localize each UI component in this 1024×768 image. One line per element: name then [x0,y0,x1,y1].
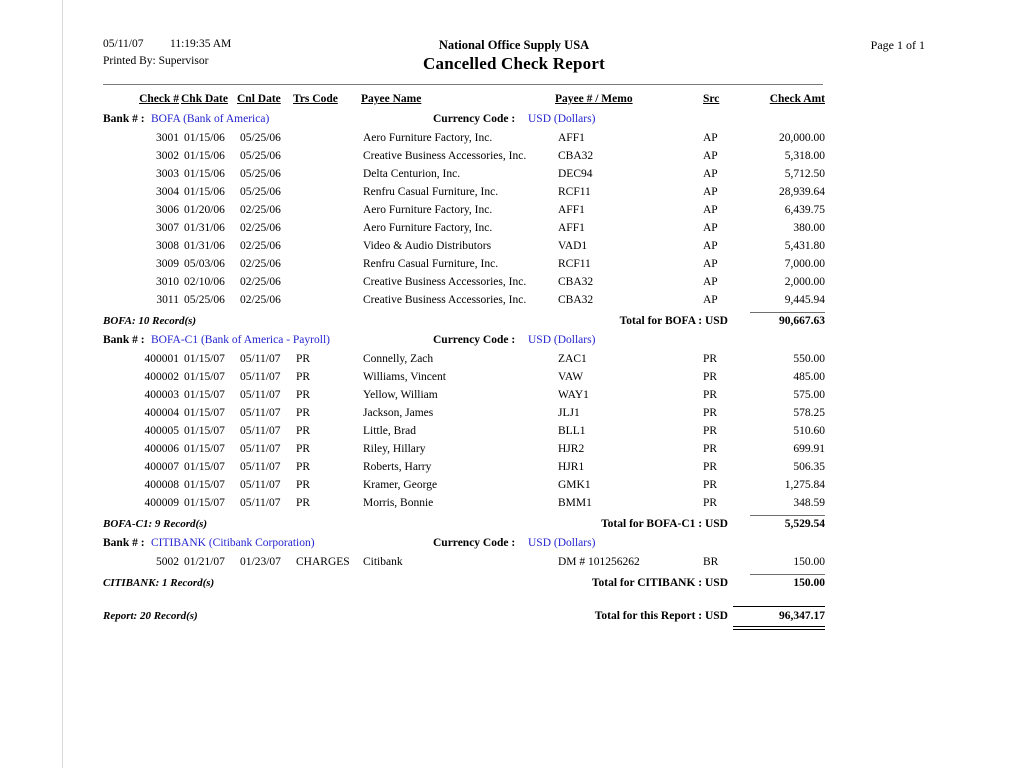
cell-src: PR [703,497,718,509]
cell-payee-memo: GMK1 [558,479,591,491]
cell-src: AP [703,240,718,252]
cell-src: AP [703,150,718,162]
cell-check-amt: 7,000.00 [784,258,825,270]
cell-payee-name: Connelly, Zach [363,353,434,365]
cell-payee-name: Williams, Vincent [363,371,446,383]
cell-cnl-date: 05/11/07 [240,407,281,419]
subtotal-rule [750,574,825,575]
cell-chk-date: 01/15/07 [184,371,225,383]
cell-check-no: 3010 [156,276,179,288]
print-time: 11:19:35 AM [170,38,232,50]
cell-cnl-date: 05/25/06 [240,150,281,162]
subtotal-rule [750,515,825,516]
table-row[interactable] [103,294,925,312]
cell-src: AP [703,204,718,216]
table-row[interactable] [103,407,925,425]
cell-trs-code: PR [296,371,311,383]
cell-payee-memo: CBA32 [558,276,594,288]
cell-check-no: 5002 [156,556,179,568]
currency-code-value[interactable]: USD (Dollars) [528,537,596,549]
cell-cnl-date: 05/11/07 [240,353,281,365]
cell-check-amt: 6,439.75 [784,204,825,216]
grand-total-rule-top [733,606,825,607]
cell-payee-name: Citibank [363,556,403,568]
cell-check-amt: 28,939.64 [779,186,825,198]
bank-total-amount: 90,667.63 [779,315,825,327]
cell-chk-date: 01/31/06 [184,222,225,234]
table-row[interactable] [103,556,925,574]
bank-record-count: BOFA: 10 Record(s) [103,315,197,327]
bank-no-label: Bank # : [103,334,145,346]
cell-src: AP [703,132,718,144]
grand-total-rule-bottom [733,626,825,630]
column-header-payee-memo: Payee # / Memo [555,93,633,105]
cell-src: BR [703,556,719,568]
table-row[interactable] [103,240,925,258]
bank-no-label: Bank # : [103,537,145,549]
table-row[interactable] [103,461,925,479]
cell-cnl-date: 02/25/06 [240,258,281,270]
report-total-amount: 96,347.17 [779,610,825,622]
cell-cnl-date: 05/11/07 [240,389,281,401]
cell-cnl-date: 05/11/07 [240,461,281,473]
cell-check-no: 400002 [144,371,179,383]
cell-src: PR [703,353,718,365]
cell-check-no: 3003 [156,168,179,180]
print-date: 05/11/07 [103,38,144,50]
cell-chk-date: 01/15/06 [184,132,225,144]
cell-cnl-date: 02/25/06 [240,240,281,252]
bank-name-value[interactable]: CITIBANK (Citibank Corporation) [151,537,315,549]
cell-payee-memo: AFF1 [558,204,585,216]
bank-sections [103,113,925,596]
bank-total-amount: 5,529.54 [784,518,825,530]
page-number: Page 1 of 1 [870,38,925,52]
cell-trs-code: PR [296,497,311,509]
cell-payee-memo: JLJ1 [558,407,580,419]
bank-name-value[interactable]: BOFA (Bank of America) [151,113,270,125]
cell-check-amt: 5,712.50 [784,168,825,180]
cell-payee-memo: HJR2 [558,443,585,455]
bank-header-row [103,537,925,556]
report-total-row [103,607,925,629]
cell-chk-date: 01/15/07 [184,425,225,437]
cell-chk-date: 01/31/06 [184,240,225,252]
cell-check-no: 400004 [144,407,179,419]
cell-src: AP [703,222,718,234]
table-row[interactable] [103,204,925,222]
cell-chk-date: 01/15/06 [184,150,225,162]
currency-code-label: Currency Code : [433,537,516,549]
currency-code-value[interactable]: USD (Dollars) [528,113,596,125]
table-row[interactable] [103,132,925,150]
cell-check-no: 400006 [144,443,179,455]
cell-chk-date: 01/15/07 [184,479,225,491]
report-grid [103,93,925,629]
cell-payee-name: Little, Brad [363,425,417,437]
cell-cnl-date: 05/11/07 [240,371,281,383]
cell-src: AP [703,168,718,180]
cell-check-no: 400007 [144,461,179,473]
cell-check-no: 400009 [144,497,179,509]
bank-name-value[interactable]: BOFA-C1 (Bank of America - Payroll) [151,334,330,346]
cell-cnl-date: 05/25/06 [240,186,281,198]
subtotal-rule [750,312,825,313]
column-header-check-amt: Check Amt [769,93,825,105]
cell-src: AP [703,258,718,270]
cell-chk-date: 01/15/06 [184,168,225,180]
cell-chk-date: 01/15/07 [184,407,225,419]
cell-check-amt: 9,445.94 [784,294,825,306]
cell-check-no: 3011 [156,294,179,306]
cell-check-no: 400008 [144,479,179,491]
cell-chk-date: 02/10/06 [184,276,225,288]
cell-cnl-date: 02/25/06 [240,276,281,288]
cell-check-no: 3009 [156,258,179,270]
cell-payee-memo: VAW [558,371,584,383]
cell-cnl-date: 05/11/07 [240,479,281,491]
table-row[interactable] [103,389,925,407]
cell-payee-name: Renfru Casual Furniture, Inc. [363,258,499,270]
cell-check-amt: 1,275.84 [784,479,825,491]
column-header-src: Src [703,93,720,105]
cell-payee-name: Yellow, William [363,389,438,401]
cell-check-amt: 5,318.00 [784,150,825,162]
cell-check-no: 400005 [144,425,179,437]
cell-cnl-date: 05/11/07 [240,443,281,455]
cell-payee-memo: HJR1 [558,461,585,473]
column-header-payee-name: Payee Name [361,93,422,105]
cell-src: PR [703,407,718,419]
cell-payee-memo: DM # 101256262 [558,556,640,568]
table-row[interactable] [103,479,925,497]
cell-payee-memo: CBA32 [558,294,594,306]
cell-src: PR [703,371,718,383]
report-record-count: Report: 20 Record(s) [103,610,198,622]
cell-trs-code: PR [296,443,311,455]
cell-chk-date: 01/15/07 [184,497,225,509]
bank-total-amount: 150.00 [793,577,825,589]
bank-subtotal-row [103,515,925,537]
cell-trs-code: PR [296,461,311,473]
cell-trs-code: PR [296,479,311,491]
cell-chk-date: 01/15/07 [184,389,225,401]
cell-check-amt: 575.00 [793,389,825,401]
table-row[interactable] [103,150,925,168]
bank-header-row [103,113,925,132]
cell-check-amt: 485.00 [793,371,825,383]
bank-subtotal-row [103,312,925,334]
currency-code-label: Currency Code : [433,334,516,346]
cell-src: PR [703,443,718,455]
cell-check-no: 3004 [156,186,179,198]
report-header [103,38,925,85]
table-row[interactable] [103,168,925,186]
cell-payee-memo: RCF11 [558,186,591,198]
cell-check-no: 3002 [156,150,179,162]
company-name: National Office Supply USA [438,38,590,52]
bank-total-label: Total for BOFA : USD [619,315,728,327]
column-header-check-no: Check # [139,93,179,105]
currency-code-value[interactable]: USD (Dollars) [528,334,596,346]
header-divider [103,84,823,85]
bank-record-count: CITIBANK: 1 Record(s) [103,577,215,589]
cell-check-no: 400001 [144,353,179,365]
cell-cnl-date: 02/25/06 [240,294,281,306]
cell-chk-date: 05/25/06 [184,294,225,306]
cell-payee-memo: DEC94 [558,168,593,180]
cell-chk-date: 01/21/07 [184,556,225,568]
cell-check-amt: 20,000.00 [779,132,825,144]
cell-trs-code: PR [296,353,311,365]
cell-src: PR [703,389,718,401]
cell-check-amt: 2,000.00 [784,276,825,288]
cell-check-amt: 5,431.80 [784,240,825,252]
cell-check-amt: 150.00 [793,556,825,568]
cell-payee-memo: ZAC1 [558,353,587,365]
bank-header-row [103,334,925,353]
cell-src: AP [703,186,718,198]
bank-no-label: Bank # : [103,113,145,125]
cell-payee-name: Video & Audio Distributors [363,240,492,252]
cell-chk-date: 01/15/07 [184,443,225,455]
cell-cnl-date: 05/25/06 [240,168,281,180]
cell-src: AP [703,276,718,288]
cell-chk-date: 01/15/07 [184,353,225,365]
cell-cnl-date: 01/23/07 [240,556,281,568]
cell-payee-name: Roberts, Harry [363,461,432,473]
cell-payee-memo: AFF1 [558,132,585,144]
cell-src: AP [703,294,718,306]
table-row[interactable] [103,497,925,515]
cell-payee-name: Jackson, James [363,407,434,419]
table-row[interactable] [103,353,925,371]
cell-payee-name: Morris, Bonnie [363,497,434,509]
cell-check-no: 3006 [156,204,179,216]
cell-cnl-date: 05/11/07 [240,425,281,437]
cell-check-amt: 380.00 [793,222,825,234]
cell-payee-name: Aero Furniture Factory, Inc. [363,222,493,234]
cell-check-amt: 506.35 [793,461,825,473]
cell-check-amt: 550.00 [793,353,825,365]
cell-check-no: 3007 [156,222,179,234]
column-header-chk-date: Chk Date [181,93,228,105]
cell-payee-name: Creative Business Accessories, Inc. [363,276,527,288]
cell-check-amt: 578.25 [793,407,825,419]
table-row[interactable] [103,425,925,443]
cell-cnl-date: 05/25/06 [240,132,281,144]
printed-by: Printed By: Supervisor [103,55,209,67]
cell-trs-code: PR [296,425,311,437]
cell-payee-name: Aero Furniture Factory, Inc. [363,132,493,144]
page-margin-line [62,0,63,768]
cell-payee-memo: BLL1 [558,425,586,437]
column-header-trs-code: Trs Code [293,93,338,105]
header-line-2 [103,55,925,72]
table-row[interactable] [103,186,925,204]
column-header-row [103,93,925,113]
cell-payee-name: Creative Business Accessories, Inc. [363,294,527,306]
cell-chk-date: 01/15/07 [184,461,225,473]
cell-trs-code: PR [296,407,311,419]
cell-check-amt: 348.59 [793,497,825,509]
currency-code-label: Currency Code : [433,113,516,125]
table-row[interactable] [103,258,925,276]
cell-src: PR [703,479,718,491]
cell-payee-name: Kramer, George [363,479,438,491]
cell-chk-date: 05/03/06 [184,258,225,270]
page-title: Cancelled Check Report [423,54,605,73]
cell-check-amt: 699.91 [793,443,825,455]
cell-payee-memo: BMM1 [558,497,592,509]
cell-payee-name: Delta Centurion, Inc. [363,168,461,180]
bank-total-label: Total for CITIBANK : USD [591,577,728,589]
cell-payee-name: Riley, Hillary [363,443,426,455]
cell-payee-name: Renfru Casual Furniture, Inc. [363,186,499,198]
cell-chk-date: 01/15/06 [184,186,225,198]
report-page [103,38,925,629]
cell-cnl-date: 02/25/06 [240,204,281,216]
column-header-cnl-date: Cnl Date [237,93,281,105]
cell-src: PR [703,425,718,437]
cell-cnl-date: 02/25/06 [240,222,281,234]
table-row[interactable] [103,443,925,461]
cell-src: PR [703,461,718,473]
cell-payee-name: Creative Business Accessories, Inc. [363,150,527,162]
cell-check-no: 3001 [156,132,179,144]
cell-payee-name: Aero Furniture Factory, Inc. [363,204,493,216]
table-row[interactable] [103,371,925,389]
cell-payee-memo: WAY1 [558,389,589,401]
cell-cnl-date: 05/11/07 [240,497,281,509]
table-row[interactable] [103,276,925,294]
bank-record-count: BOFA-C1: 9 Record(s) [103,518,208,530]
cell-check-no: 3008 [156,240,179,252]
cell-trs-code: CHARGES [296,556,350,568]
cell-payee-memo: CBA32 [558,150,594,162]
header-line-1 [103,38,925,55]
cell-check-no: 400003 [144,389,179,401]
table-row[interactable] [103,222,925,240]
cell-payee-memo: AFF1 [558,222,585,234]
cell-check-amt: 510.60 [793,425,825,437]
cell-trs-code: PR [296,389,311,401]
report-total-label: Total for this Report : USD [594,610,728,622]
cell-payee-memo: RCF11 [558,258,591,270]
bank-subtotal-row [103,574,925,596]
cell-payee-memo: VAD1 [558,240,588,252]
bank-total-label: Total for BOFA-C1 : USD [601,518,728,530]
cell-chk-date: 01/20/06 [184,204,225,216]
